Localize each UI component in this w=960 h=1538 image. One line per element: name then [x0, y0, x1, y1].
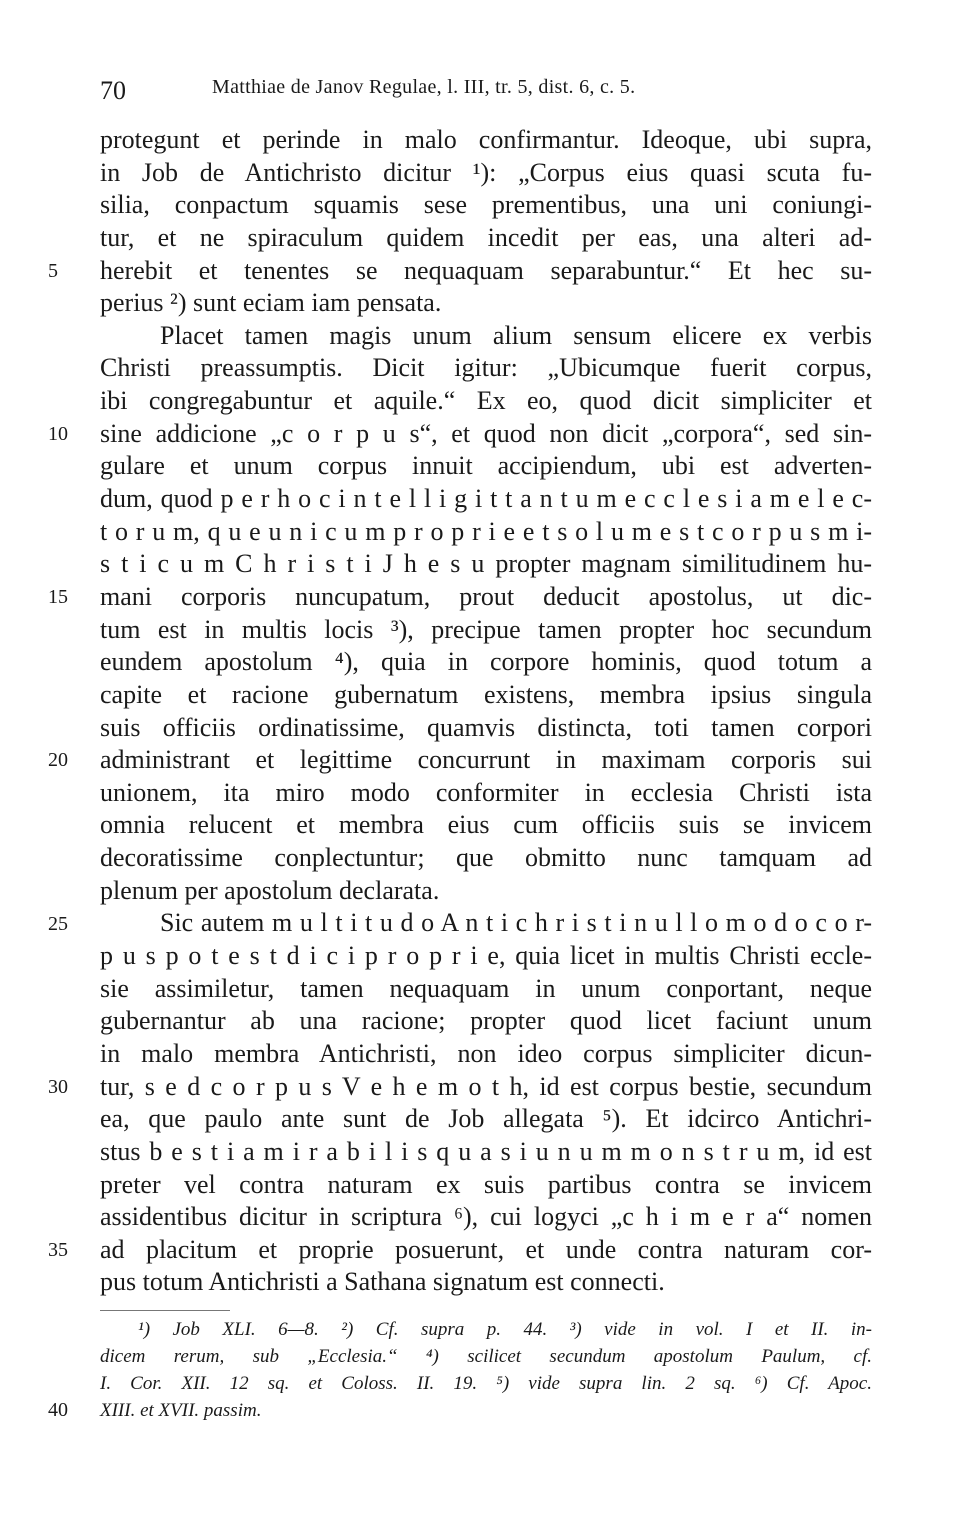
line-number: 5: [48, 259, 58, 282]
text-line: Sic autem m u l t i t u d o A n t i c h r i s t i n u l l o m o d o c o r-: [160, 908, 872, 938]
text-line: capite et racione gubernatum existens, membra ipsius singula: [100, 679, 872, 709]
text-line: s t i c u m C h r i s t i J h e s u propter magnam similitudinem hu-: [100, 549, 872, 579]
line-number: 35: [48, 1239, 68, 1262]
text-line: herebit et tenentes se nequaquam separabuntur.“ Et hec su-: [100, 255, 872, 285]
text-line: tum est in multis locis ³), precipue tamen propter hoc secundum: [100, 614, 872, 644]
text-line: tur, et ne spiraculum quidem incedit per eas, una alteri ad-: [100, 222, 872, 252]
line-number: 40: [48, 1399, 68, 1421]
text-line: in Job de Antichristo dicitur ¹): „Corpus eius quasi scuta fu-: [100, 157, 872, 187]
text-line: protegunt et perinde in malo confirmantur. Ideoque, ubi supra,: [100, 125, 872, 154]
text-line: tur, s e d c o r p u s V e h e m o t h, id est corpus bestie, secundum: [100, 1071, 872, 1101]
line-number: 15: [48, 586, 68, 609]
text-line: t o r u m, q u e u n i c u m p r o p r i e e t s o l u m e s t c o r p u s m i-: [100, 516, 872, 546]
running-head: Matthiae de Janov Regulae, l. III, tr. 5, dist. 6, c. 5.: [212, 76, 636, 98]
footnote-line: I. Cor. XII. 12 sq. et Coloss. II. 19. ⁵) vide supra lin. 2 sq. ⁶) Cf. Apoc.: [100, 1373, 872, 1394]
footnote-line: ¹) Job XLI. 6—8. ²) Cf. supra p. 44. ³) vide in vol. I et II. in-: [138, 1319, 872, 1340]
text-line: Placet tamen magis unum alium sensum elicere ex verbis: [160, 320, 872, 350]
text-line: assidentibus dicitur in scriptura ⁶), cui logyci „c h i m e r a“ nomen: [100, 1202, 872, 1232]
page-header: [0, 68, 960, 108]
text-line: Christi preassumptis. Dicit igitur: „Ubicumque fuerit corpus,: [100, 353, 872, 383]
text-line: administrant et legittime concurrunt in maximam corporis sui: [100, 745, 872, 775]
line-number: 30: [48, 1075, 68, 1098]
text-line: silia, conpactum squamis sese prementibus, una uni coniungi-: [100, 190, 872, 220]
text-line: pus totum Antichristi a Sathana signatum est connecti.: [100, 1267, 665, 1297]
page-number: 70: [100, 76, 126, 105]
text-line: preter vel contra naturam ex suis partibus contra se invicem: [100, 1169, 872, 1199]
text-line: suis officiis ordinatissime, quamvis distincta, toti tamen corpori: [100, 712, 872, 742]
text-line: eundem apostolum ⁴), quia in corpore hominis, quod totum a: [100, 647, 872, 677]
text-line: plenum per apostolum declarata.: [100, 875, 440, 905]
text-line: gubernantur ab una racione; propter quod licet faciunt unum: [100, 1006, 872, 1036]
text-line: unionem, ita miro modo conformiter in ecclesia Christi ista: [100, 777, 872, 807]
main-text: [100, 124, 872, 1299]
text-line: in malo membra Antichristi, non ideo corpus simpliciter dicun-: [100, 1038, 872, 1068]
line-number: 20: [48, 749, 68, 772]
text-line: dum, quod p e r h o c i n t e l l i g i t t a n t u m e c c l e s i a m e l e c-: [100, 484, 872, 514]
footnote-line: dicem rerum, sub „Ecclesia.“ ⁴) scilicet secundum apostolum Paulum, cf.: [100, 1346, 872, 1367]
text-line: p u s p o t e s t d i c i p r o p r i e, quia licet in multis Christi eccle-: [100, 941, 872, 971]
text-line: stus b e s t i a m i r a b i l i s q u a s i u n u m m o n s t r u m, id est: [100, 1136, 872, 1166]
text-line: ea, que paulo ante sunt de Job allegata ⁵). Et idcirco Antichri-: [100, 1104, 872, 1134]
text-line: sine addicione „c o r p u s“, et quod non dicit „corpora“, sed sin-: [100, 418, 872, 448]
line-number: 25: [48, 912, 68, 935]
text-line: sie assimiletur, tamen nequaquam in unum conportant, neque: [100, 973, 872, 1003]
text-line: omnia relucent et membra eius cum officiis suis se invicem: [100, 810, 872, 840]
footnote-divider: [100, 1310, 230, 1311]
text-line: ibi congregabuntur et aquile.“ Ex eo, quod dicit simpliciter et: [100, 386, 872, 416]
text-line: perius ²) sunt eciam iam pensata.: [100, 288, 442, 318]
footnote-line: XIII. et XVII. passim.: [100, 1400, 262, 1421]
line-number: 10: [48, 422, 68, 445]
text-line: decoratissime conplectuntur; que obmitto nunc tamquam ad: [100, 843, 872, 873]
footnotes: [100, 1316, 872, 1424]
text-line: ad placitum et proprie posuerunt, et unde contra naturam cor-: [100, 1234, 872, 1264]
text-line: gulare et unum corpus innuit accipiendum, ubi est adverten-: [100, 451, 872, 481]
text-line: mani corporis nuncupatum, prout deducit apostolus, ut dic-: [100, 581, 872, 611]
